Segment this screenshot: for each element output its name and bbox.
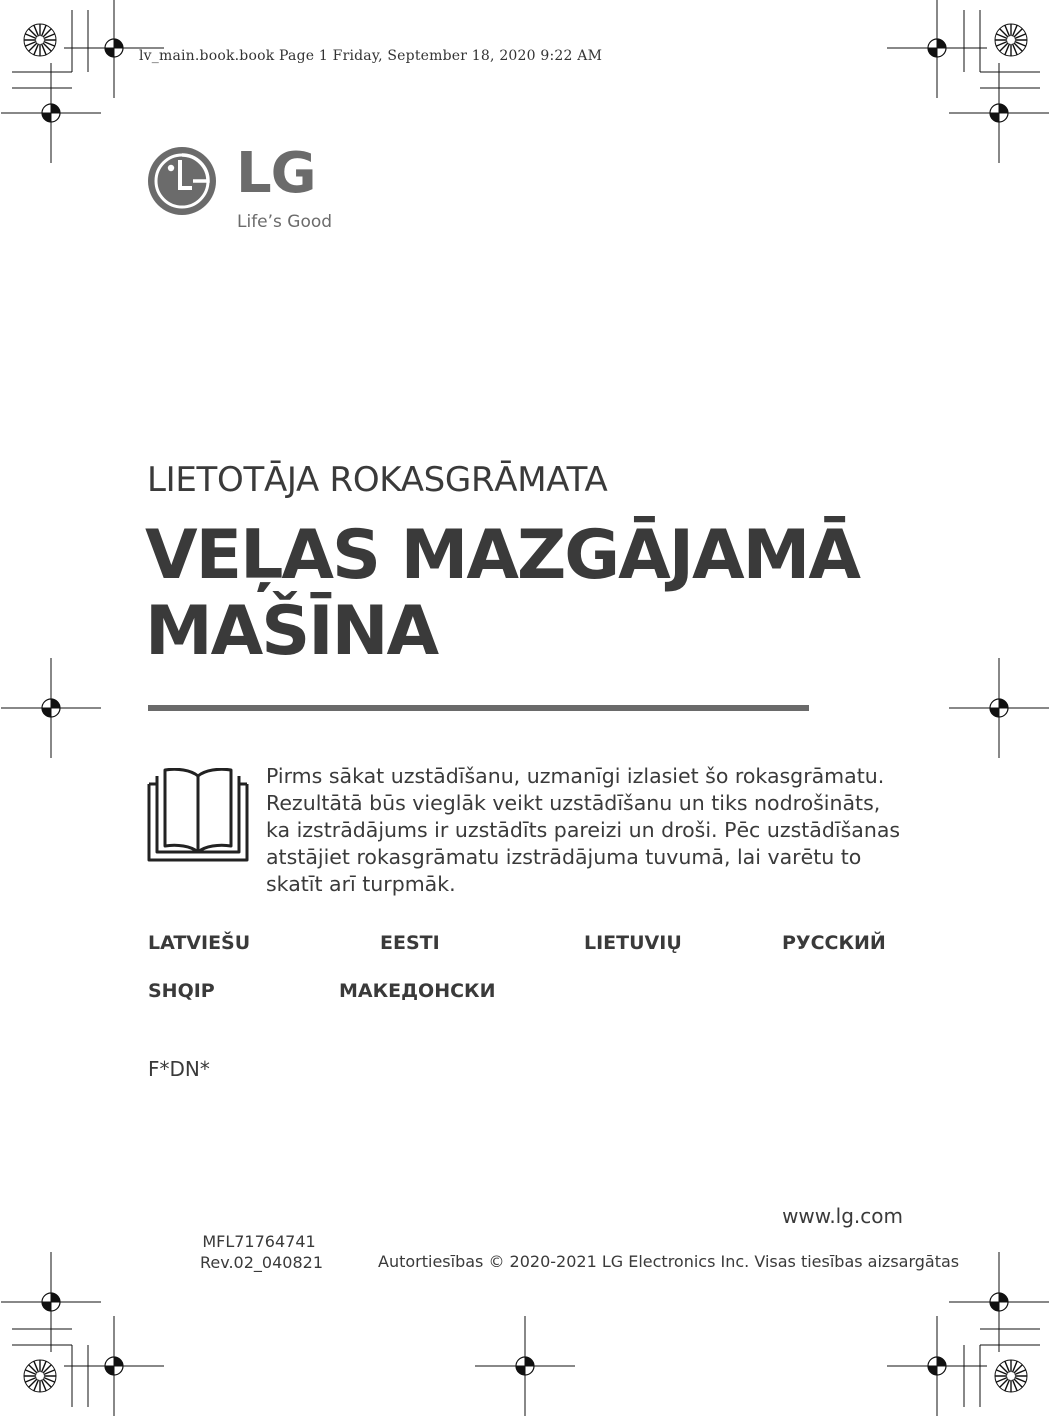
document-title [145,518,885,670]
title-divider [148,705,809,711]
lg-logo-icon [147,146,217,216]
printer-header: lv_main.book.book Page 1 Friday, September 18, 2020 9:22 AM [139,48,603,64]
language-lithuanian: LIETUVIŲ [584,932,682,954]
language-albanian: SHQIP [148,980,215,1002]
document-code [200,1231,323,1273]
model-code: F*DN* [148,1057,210,1081]
open-book-icon [147,768,249,862]
brand-name: LG [236,141,316,206]
document-subtitle: LIETOTĀJA ROKASGRĀMATA [147,460,608,500]
brand-tagline: Life’s Good [237,212,333,232]
language-russian: РУССКИЙ [782,932,886,954]
language-latvian: LATVIEŠU [148,932,251,954]
language-estonian: EESTI [380,932,440,954]
copyright-notice: Autortiesības © 2020-2021 LG Electronics Inc. Visas tiesības aizsargātas [378,1252,960,1271]
document-title-line-2: MAŠĪNA [145,592,438,671]
document-title-line-1: VEĻAS MAZGĀJAMĀ [145,516,859,595]
website-link[interactable]: www.lg.com [782,1204,903,1228]
intro-paragraph: Pirms sākat uzstādīšanu, uzmanīgi izlasiet šo rokasgrāmatu. Rezultātā būs vieglāk veikt uzstādīšanu un tiks nodrošināts, ka izstrādājums ir uzstādīts pareizi un droši. Pēc uzstādīšanas atstājiet rokasgrāmatu izstrādājuma tuvumā, lai varētu to skatīt arī turpmāk. [266,764,901,896]
language-macedonian: МАКЕДОНСКИ [339,980,496,1002]
part-number: MFL71764741 [202,1232,316,1251]
revision: Rev.02_040821 [200,1253,323,1272]
